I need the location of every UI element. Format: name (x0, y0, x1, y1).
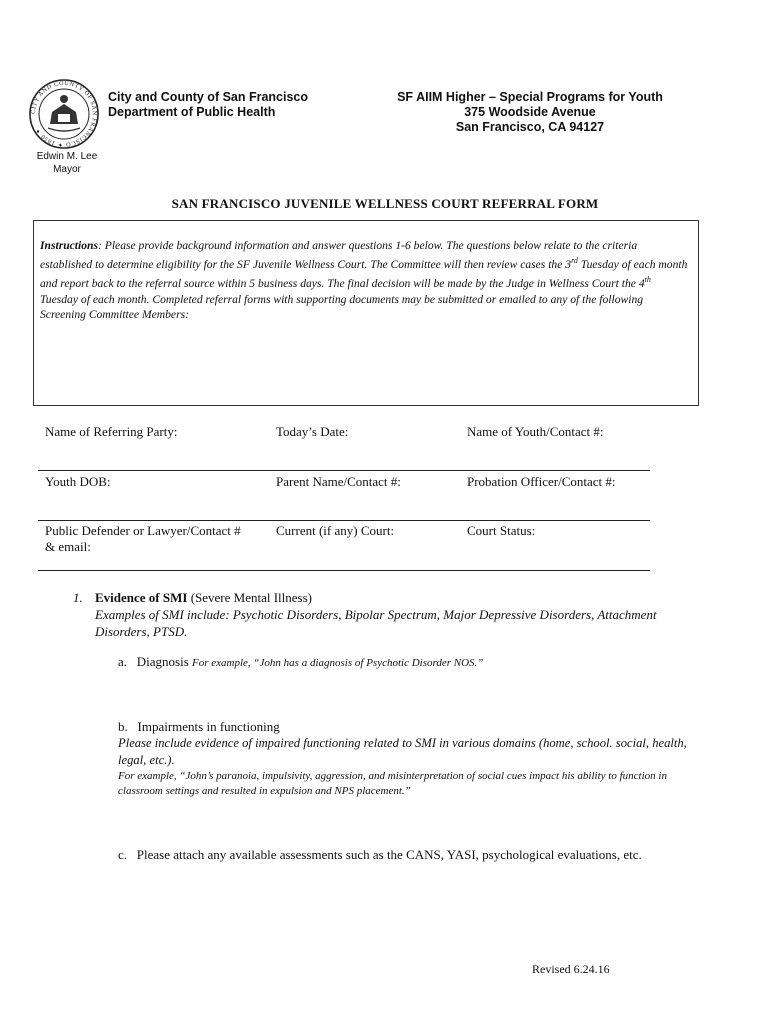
question-1c: c. Please attach any available assessments such as the CANS, YASI, psychological evaluations, etc. (118, 847, 642, 862)
current-court-label: Current (if any) Court: (276, 523, 395, 538)
revision-date: Revised 6.24.16 (532, 962, 610, 976)
public-defender-input[interactable] (38, 556, 268, 570)
youth-name-input[interactable] (460, 440, 650, 470)
instructions-text: Instructions: Please provide background information and answer questions 1-6 below. The questions below relate to the criteria established to determine eligibility for the SF Juvenile Wellness Court. The Committee will then review cases the 3rd Tuesday of each month and report back to the referral source within 5 business days. The final decision will be made by the Judge in Wellness Court the 4th Tuesday of each month. Completed referral forms with supporting documents may be submitted or emailed to any of the following Screening Committee Members: (40, 239, 688, 321)
question-1: Evidence of SMI (Severe Mental Illness) Examples of SMI include: Psychotic Disorders, Bipolar Spectrum, Major Depressive Disorders, Attachment Disorders, PTSD. (95, 589, 705, 640)
question-1b: b. Impairments in functioning Please include evidence of impaired functioning related to SMI in various domains (home, school. social, health, legal, etc.). For example, “John’s paranoia, impulsivity, aggression, and misinterpretation of social cues impact his ability to function in classroom settings and resulted in expulsion and NPS placement.” (118, 718, 698, 799)
court-status-input[interactable] (460, 540, 650, 570)
mayor-title: Mayor (53, 164, 81, 175)
current-court-input[interactable] (270, 540, 460, 570)
question-1b-instruction: Please include evidence of impaired functioning related to SMI in various domains (home, school. social, health, legal, etc.). (118, 736, 687, 767)
mayor-block (28, 150, 106, 176)
public-defender-label: Public Defender or Lawyer/Contact # & email: (45, 523, 241, 554)
street-address: 375 Woodside Avenue (464, 105, 596, 119)
question-1-examples: Examples of SMI include: Psychotic Disorders, Bipolar Spectrum, Major Depressive Disorders, Attachment Disorders, PTSD. (95, 607, 657, 639)
svg-text:CITY AND COUNTY OF SAN FRANCIS: CITY AND COUNTY OF SAN FRANCISCO ✦ 1850 ✦ (29, 79, 99, 149)
question-1a: a. Diagnosis For example, “John has a diagnosis of Psychotic Disorder NOS.” (118, 654, 484, 669)
field-row-3-line (38, 570, 650, 571)
court-status-label: Court Status: (467, 523, 536, 538)
city-state-zip: San Francisco, CA 94127 (455, 120, 605, 134)
probation-officer-label: Probation Officer/Contact #: (467, 474, 616, 489)
city-seal-logo (28, 78, 100, 150)
impairments-answer-area[interactable] (118, 790, 698, 840)
assessments-answer-area[interactable] (118, 866, 698, 946)
city-name: City and County of San Francisco (108, 90, 309, 104)
department-name: Department of Public Health (108, 105, 276, 119)
youth-dob-input[interactable] (38, 490, 268, 520)
field-row-1-line (38, 470, 650, 471)
question-1-number: 1. (73, 590, 83, 605)
question-1a-example: For example, “John has a diagnosis of Psychotic Disorder NOS.” (192, 657, 484, 669)
youth-name-label: Name of Youth/Contact #: (467, 424, 604, 439)
diagnosis-answer-area[interactable] (118, 672, 698, 712)
probation-officer-input[interactable] (460, 490, 650, 520)
referring-party-label: Name of Referring Party: (45, 424, 178, 439)
form-title: SAN FRANCISCO JUVENILE WELLNESS COURT REFERRAL FORM (171, 196, 599, 211)
field-row-2-line (38, 520, 650, 521)
instructions-label: Instructions (40, 239, 98, 252)
referring-party-input[interactable] (38, 440, 268, 470)
parent-name-label: Parent Name/Contact #: (276, 474, 401, 489)
department-header (108, 90, 308, 120)
mayor-name: Edwin M. Lee (36, 151, 98, 162)
program-name: SF AIIM Higher – Special Programs for Youth (397, 90, 663, 104)
parent-name-input[interactable] (270, 490, 460, 520)
question-1b-example: For example, “John’s paranoia, impulsivity, aggression, and misinterpretation of social cues impact his ability to function in classroom settings and resulted in expulsion and NPS placement.” (118, 770, 667, 797)
todays-date-label: Today’s Date: (276, 424, 349, 439)
question-1-heading: Evidence of SMI (95, 590, 188, 605)
todays-date-input[interactable] (270, 440, 460, 470)
program-address-header (380, 90, 680, 135)
youth-dob-label: Youth DOB: (45, 474, 111, 489)
